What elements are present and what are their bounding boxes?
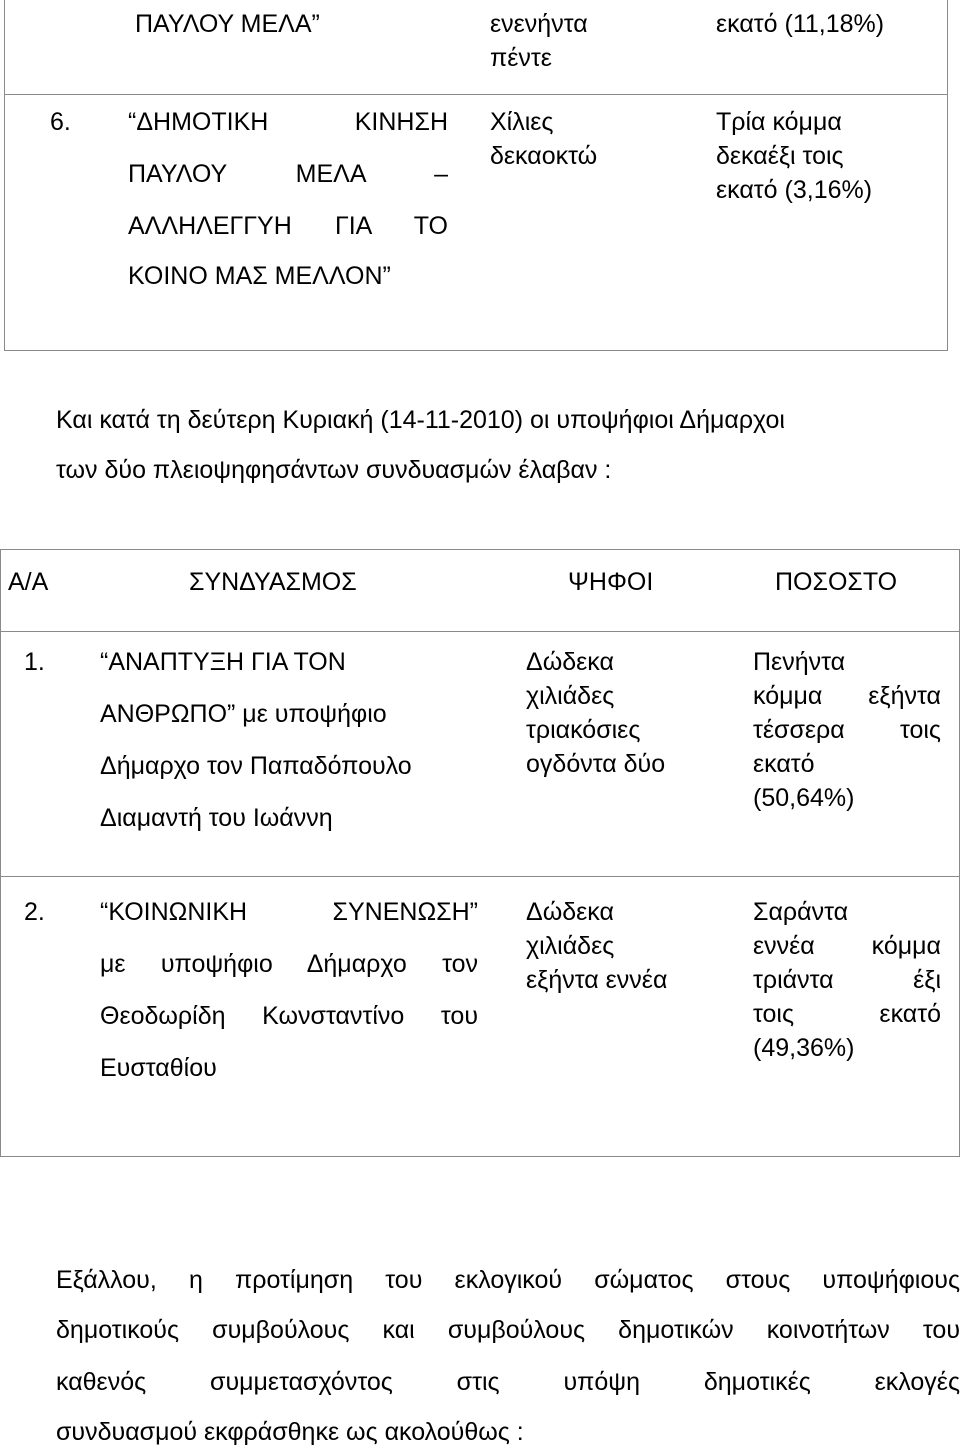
votes-cell-line: τριακόσιες	[526, 716, 641, 744]
votes-cell-line: εξήντα εννέα	[526, 966, 668, 994]
votes-cell-line: ογδόντα δύο	[526, 750, 666, 778]
top-table-border-left	[4, 0, 5, 351]
intro-line: των δύο πλειοψηφησάντων συνδυασμών έλαβαν :	[56, 456, 612, 484]
column-header-number: Α/Α	[8, 568, 49, 596]
column-header-list: ΣΥΝΔΥΑΣΜΟΣ	[189, 568, 357, 596]
top-table-border-right	[947, 0, 948, 351]
votes-cell-line: ενενήντα	[490, 10, 588, 38]
percent-cell-line: (50,64%)	[753, 784, 855, 812]
percent-cell-line: εκατό	[753, 750, 815, 778]
closing-line: δημοτικούς συμβούλους και συμβούλους δημοτικών κοινοτήτων του	[56, 1316, 960, 1344]
votes-cell-line: Δώδεκα	[526, 898, 614, 926]
row-number: 6.	[50, 108, 71, 136]
closing-line: καθενός συμμετασχόντος στις υπόψη δημοτικές εκλογές	[56, 1368, 960, 1396]
results-table-border-left	[0, 549, 1, 1157]
votes-cell-line: πέντε	[490, 44, 552, 72]
percent-cell-line: εκατό (3,16%)	[716, 176, 873, 204]
column-header-votes: ΨΗΦΟΙ	[568, 568, 654, 596]
top-table-bottom-border	[4, 350, 948, 351]
list-name-line: “ΚΟΙΝΩΝΙΚΗ ΣΥΝΕΝΩΣΗ”	[100, 898, 478, 926]
percent-cell-line: τέσσερα τοις	[753, 716, 941, 744]
column-header-percent: ΠΟΣΟΣΤΟ	[775, 568, 898, 596]
intro-line: Και κατά τη δεύτερη Κυριακή (14-11-2010) οι υποψήφιοι Δήμαρχοι	[56, 406, 785, 434]
votes-cell-line: δεκαοκτώ	[490, 142, 598, 170]
results-table-top-border	[0, 549, 960, 550]
percent-cell-line: Τρία κόμμα	[716, 108, 842, 136]
votes-cell-line: χιλιάδες	[526, 682, 615, 710]
row-number: 2.	[24, 898, 45, 926]
list-name-line: Θεοδωρίδη Κωνσταντίνο του	[100, 1002, 478, 1030]
votes-cell-line: Δώδεκα	[526, 648, 614, 676]
list-name-line: ΠΑΥΛΟΥ ΜΕΛΑ –	[128, 160, 448, 188]
percent-cell-line: Σαράντα	[753, 898, 849, 926]
results-table-row-divider	[0, 876, 960, 877]
list-name-line: Διαμαντή του Ιωάννη	[100, 804, 333, 832]
percent-cell-line: τοις εκατό	[753, 1000, 941, 1028]
percent-cell-line: Πενήντα	[753, 648, 846, 676]
votes-cell-line: Χίλιες	[490, 108, 554, 136]
list-name-line: Δήμαρχο τον Παπαδόπουλο	[100, 752, 412, 780]
closing-line: Εξάλλου, η προτίμηση του εκλογικού σώματος στους υποψήφιους	[56, 1266, 960, 1294]
closing-line: συνδυασμού εκφράσθηκε ως ακολούθως :	[56, 1418, 524, 1446]
percent-cell-line: (49,36%)	[753, 1034, 855, 1062]
list-name-cell: ΠΑΥΛΟΥ ΜΕΛΑ”	[135, 10, 320, 38]
results-table-header-divider	[0, 631, 960, 632]
top-table-row-divider	[4, 94, 948, 95]
list-name-line: ΑΝΘΡΩΠΟ” με υποψήφιο	[100, 700, 387, 728]
list-name-line: ΑΛΛΗΛΕΓΓΥΗ ΓΙΑ ΤΟ	[128, 212, 448, 240]
percent-cell-line: εννέα κόμμα	[753, 932, 941, 960]
list-name-line: με υποψήφιο Δήμαρχο τον	[100, 950, 478, 978]
percent-cell-line: τριάντα έξι	[753, 966, 941, 994]
list-name-line: ΚΟΙΝΟ ΜΑΣ ΜΕΛΛΟΝ”	[128, 262, 391, 290]
list-name-line: “ΔΗΜΟΤΙΚΗ ΚΙΝΗΣΗ	[128, 108, 448, 136]
results-table-bottom-border	[0, 1156, 960, 1157]
percent-cell-line: κόμμα εξήντα	[753, 682, 941, 710]
row-number: 1.	[24, 648, 45, 676]
list-name-line: “ΑΝΑΠΤΥΞΗ ΓΙΑ ΤΟΝ	[100, 648, 346, 676]
votes-cell-line: χιλιάδες	[526, 932, 615, 960]
list-name-line: Ευσταθίου	[100, 1054, 217, 1082]
percent-cell: εκατό (11,18%)	[716, 10, 885, 38]
percent-cell-line: δεκαέξι τοις	[716, 142, 844, 170]
